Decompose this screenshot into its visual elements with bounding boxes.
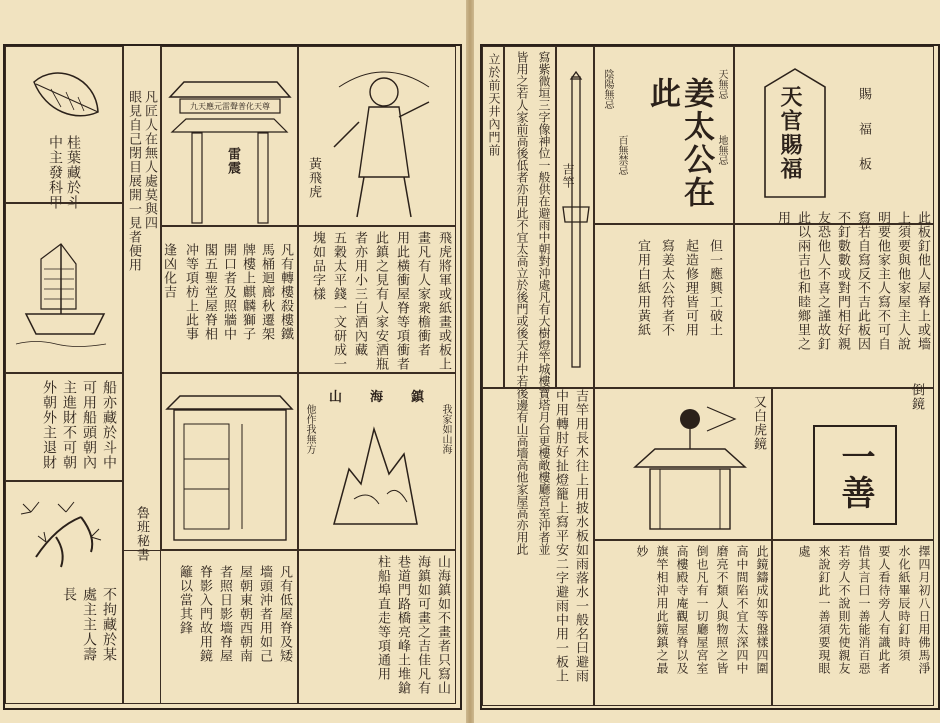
gate-text-5: 閣五聖堂屋脊相: [202, 243, 217, 341]
mirror-text-5: 高樓殿寺庵觀屋脊以及: [675, 545, 689, 675]
book-title: 魯班秘書: [134, 506, 149, 562]
boat-panel: [5, 203, 123, 373]
paifang-panel: [161, 46, 298, 226]
sword-text-2: 皆用之若人家前高後低者亦用此不宜太高立於後門或後天井中若後邊有山高墻高他家屋高亦用此: [515, 51, 529, 555]
jiang-text-1: 但一應興工破土: [707, 239, 722, 337]
tianguan-title: 天官賜福: [777, 85, 803, 181]
mountain-small-1: 我家如山海: [440, 404, 451, 454]
mirror-text-1: 此鏡鑄成如等盤樣四圍: [755, 545, 769, 675]
cifu-text-5: 不釘數數或對門相好親: [835, 211, 850, 351]
shelf-text-6: 籬以當其鋒: [177, 565, 192, 635]
yishan-text-6: 來說釘此一善須要現眼: [817, 545, 831, 675]
leaf-panel: [5, 46, 123, 210]
poem2-col1: 桂葉藏於斗: [65, 135, 81, 210]
poem2-col2: 中主發科甲: [47, 135, 63, 210]
shelf-text-4: 者照日影墻脊屋: [217, 565, 232, 663]
cifu-label-2: 福: [856, 122, 871, 136]
fengshui-caption: 逢凶化吉: [161, 243, 176, 299]
yishan-text-1: 擇四月初八日用佛馬淨: [917, 545, 931, 675]
tiger-general-panel: [298, 46, 456, 226]
tiger-text-6: 五穀太平錢一文研成一: [331, 231, 346, 371]
mountain-text-panel: [298, 550, 456, 704]
cifu-text-7: 此以兩吉也和睦鄉里之: [795, 211, 810, 351]
sword-text2-panel: [482, 388, 594, 706]
tiger-text-1: 飛虎將軍或紙畫或板上: [436, 231, 451, 371]
mirror-text-4: 倒也凡有一切廳屋宮室: [695, 545, 709, 675]
shelf-text-3: 屋朝東朝西朝南: [237, 565, 252, 663]
tiger-text-4: 此鎮之見有人家安酒瓶: [373, 231, 388, 371]
shelf-panel: [161, 373, 298, 550]
gate-text-panel: [161, 226, 298, 373]
sword-text-3: 立於前天井內門前: [487, 53, 501, 157]
sword-illustration: [557, 47, 595, 389]
mirror-text-3: 磨亮不類人與物照之皆: [715, 545, 729, 675]
cifu-text-3: 明要他家主人寫不可自: [875, 211, 890, 351]
poem3-col1: 不拘藏於某: [101, 587, 117, 662]
poem1-col1: 船亦藏於斗中: [101, 380, 117, 470]
mirror-text-6: 旗竿相沖用此鏡鎮之最: [655, 545, 669, 675]
tiger-text-2: 畫凡有人家衆檐衝者: [415, 231, 430, 357]
gate-text-6: 冲等項枋上此事: [183, 243, 198, 341]
pine-panel: [5, 481, 123, 704]
right-page: [474, 0, 940, 723]
tianguan-board: [735, 47, 935, 225]
paifang-illustration: [162, 47, 299, 227]
sword-label: 吉竿: [561, 163, 575, 189]
note-col1: 凡匠人在無人處莫與四: [142, 90, 157, 230]
shelf-illustration: [162, 374, 299, 551]
jiang-title: 姜太公在此: [644, 77, 714, 209]
cifu-text-1: 此板釘他人屋脊上或墻: [915, 211, 930, 351]
poem3-col2: 處主主人壽: [81, 587, 97, 662]
cifu-text-2: 上須要與他家屋主人說: [895, 211, 910, 351]
jiang-text-3: 寫姜太公符者不: [659, 239, 674, 337]
yishan-text-5: 若旁人不說則先使親友: [837, 545, 851, 675]
gate-text-1: 凡有轉樓殺樓鐵: [278, 243, 293, 341]
yishan-text-panel: [772, 540, 934, 706]
yishan-text-2: 水化紙畢辰時釘時須: [897, 545, 911, 662]
boat-poem-panel: [5, 373, 123, 481]
jiang-text-panel: [594, 224, 734, 388]
mountain-label: 山海鎮: [329, 390, 453, 405]
gate-text-4: 開口者及照牆中: [221, 243, 236, 341]
mountain-small-2: 他作我無方: [304, 404, 315, 454]
poem1-col4: 外朝外主退財: [41, 380, 57, 470]
paifang-plaque: 九天應元雷聲普化天尊: [190, 102, 270, 111]
note-col2: 眼見自己閉目展開一見者便用: [126, 90, 141, 272]
tianguan-panel: [734, 46, 934, 224]
tiger-label: 黃飛虎: [306, 157, 321, 199]
mountain-text-3: 巷道門路橋亮峰土堆鎗: [395, 555, 410, 695]
mountain-text-2: 海鎮如可畫之吉佳凡有: [415, 555, 430, 695]
tiger-text-5: 者亦用小三白酒內藏: [352, 231, 367, 357]
yishan-text-4: 借其言曰一善能消百惡: [857, 545, 871, 675]
cifu-text-6: 友恐他人不喜之謹故釘: [815, 211, 830, 351]
mirror-panel: [594, 388, 772, 540]
sword-panel: [556, 46, 594, 388]
mirror-text-7: 妙: [635, 545, 649, 558]
shelf-text-1: 凡有低屋脊及矮: [277, 565, 292, 663]
cifu-text-panel: [734, 211, 934, 388]
jiang-side-2: 地無忌: [716, 135, 727, 165]
jiang-text-2: 起造修理皆可用: [683, 239, 698, 337]
yishan-text: 一善: [835, 439, 875, 511]
sword-text-panel: [504, 46, 556, 555]
left-page: [0, 0, 466, 723]
poem1-col3: 主進財不可朝: [61, 380, 77, 470]
mountain-text-1: 山海鎮如不畫者只寫山: [435, 555, 450, 695]
mirror-text-panel: [594, 540, 772, 706]
yishan-board: [813, 425, 897, 525]
baihu-label: 又白虎鏡: [751, 395, 766, 451]
cifu-label-3: 板: [856, 157, 871, 171]
book-gutter: [466, 0, 474, 723]
mountain-panel: [298, 373, 456, 550]
jiang-side-4: 百無禁忌: [616, 135, 627, 175]
jiang-panel: [594, 46, 734, 224]
sword-text2-2: 中用轉肘好扯燈籠上寫平安二字避雨中用一板上: [553, 389, 568, 683]
cifu-text-8: 用: [775, 211, 790, 225]
shelf-text-panel: [123, 550, 298, 704]
mirror-illustration: [595, 389, 773, 541]
jiang-side-3: 陰陽無忌: [602, 69, 613, 109]
sword-text-1: 寫紫微垣三字像神位一般供在避雨中朝對沖處凡有大樹燈竿城樓寶塔月台更樓敵樓廳宮室沖者並: [537, 51, 551, 555]
mirror-label: 倒鏡: [909, 383, 924, 411]
tiger-general-illustration: [299, 47, 457, 227]
mirror-text-2: 高中間陷不宜太深四中: [735, 545, 749, 675]
mountain-text-4: 柱船埠直走等項通用: [375, 555, 390, 681]
tiger-text-3: 用此橫衝屋脊等項衝者: [394, 231, 409, 371]
sword-text-col-a: [482, 46, 504, 388]
mountain-illustration: [299, 374, 457, 551]
yishan-text-3: 要人看待旁人有識此者: [877, 545, 891, 675]
tiger-text-7: 塊如品字樣: [310, 231, 325, 301]
jiang-side-1: 天無忌: [716, 69, 727, 99]
cifu-label-1: 賜: [856, 87, 871, 101]
yishan-text-7: 處: [797, 545, 811, 558]
yishan-panel: [772, 383, 934, 540]
tiger-text-panel: [298, 226, 456, 373]
gate-text-3: 牌樓上麒麟獅子: [240, 243, 255, 341]
poem3-col3: 長: [61, 587, 77, 602]
sword-text2-1: 吉竿用長木往上用披水板如雨落水一般名曰避雨: [573, 389, 588, 683]
shelf-text-5: 脊影入門故用鏡: [197, 565, 212, 663]
paifang-title: 雷震: [225, 147, 240, 175]
cifu-text-4: 寫若自寫反不吉此板因: [855, 211, 870, 351]
gate-text-2: 馬桶迴廊秋遷架: [259, 243, 274, 341]
boat-illustration: [6, 204, 124, 374]
poem1-col2: 可用船頭朝內: [81, 380, 97, 470]
jiang-text-4: 宜用白紙用黃紙: [635, 239, 650, 337]
shelf-text-2: 墻頭沖者用如己: [257, 565, 272, 663]
